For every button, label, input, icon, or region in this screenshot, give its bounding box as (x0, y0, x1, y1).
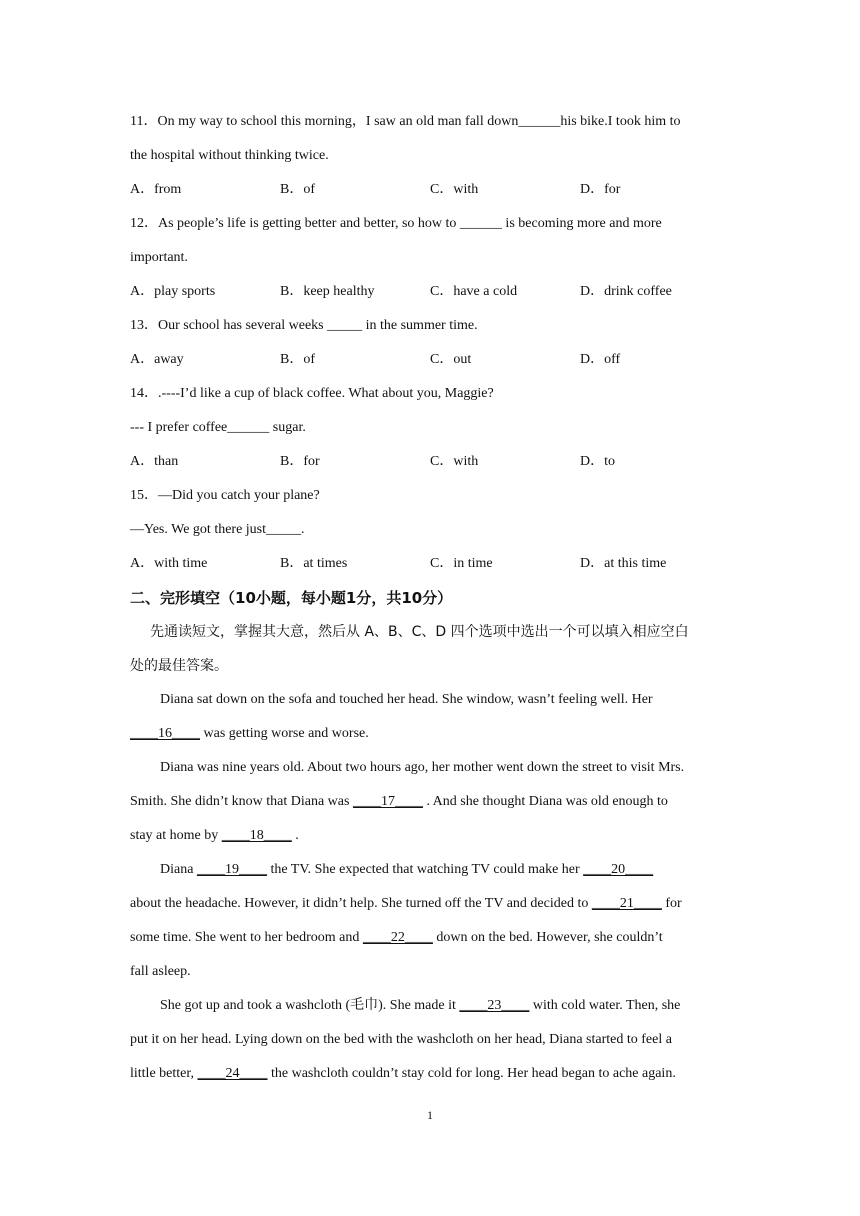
passage-line (130, 989, 730, 1023)
content-area (130, 105, 730, 1091)
passage-line (130, 1057, 730, 1091)
section-title: 二、完形填空（10小题，每小题1分，共10分） (130, 589, 453, 607)
question-stem-line: the hospital without thinking twice. (130, 148, 329, 163)
blank-24: ____24____ (197, 1066, 268, 1081)
passage-text: stay at home by (130, 828, 222, 843)
passage-line (130, 887, 730, 921)
question-stem-line: 15．—Did you catch your plane? (130, 488, 320, 503)
passage-line (130, 921, 730, 955)
passage-line: fall asleep. (130, 964, 191, 979)
option-d: D．for (580, 182, 621, 197)
option-c: C．out (430, 352, 472, 367)
option-a: A．with time (130, 556, 208, 571)
option-b: B．of (280, 352, 315, 367)
section-instruction: 处的最佳答案。 (130, 658, 228, 674)
option-b: B．at times (280, 556, 348, 571)
option-d: D．drink coffee (580, 284, 672, 299)
passage-text: for (661, 896, 682, 911)
option-b: B．for (280, 454, 320, 469)
question-stem-line: 12．As people’s life is getting better and better, so how to ______ is becoming more and more (130, 216, 662, 231)
passage-text: . And she thought Diana was old enough to (422, 794, 668, 809)
passage-line: Diana was nine years old. About two hours ago, her mother went down the street to visit Mrs. (160, 760, 685, 775)
question-options (130, 343, 730, 377)
passage-text: She got up and took a washcloth (毛巾). She made it (160, 998, 460, 1013)
passage-text: some time. She went to her bedroom and (130, 930, 363, 945)
option-d: D．off (580, 352, 621, 367)
option-c: C．in time (430, 556, 493, 571)
option-a: A．from (130, 182, 182, 197)
passage-text: was getting worse and worse. (200, 726, 369, 741)
passage-text: down on the bed. However, she couldn’t (432, 930, 663, 945)
passage-text: Diana (160, 862, 197, 877)
question-stem-line: —Yes. We got there just_____. (130, 522, 305, 537)
passage-line (130, 717, 730, 751)
option-b: B．keep healthy (280, 284, 375, 299)
question-12 (130, 207, 730, 309)
blank-22: ____22____ (362, 930, 433, 945)
question-15 (130, 479, 730, 581)
passage-text: with cold water. Then, she (529, 998, 681, 1013)
passage-text: Smith. She didn’t know that Diana was (130, 794, 353, 809)
passage-text: the washcloth couldn’t stay cold for long. Her head began to ache again. (267, 1066, 676, 1081)
question-options (130, 547, 730, 581)
passage-text: about the headache. However, it didn’t help. She turned off the TV and decided to (130, 896, 592, 911)
passage-line (130, 785, 730, 819)
section-instruction: 先通读短文，掌握其大意，然后从 A、B、C、D 四个选项中选出一个可以填入相应空白 (150, 624, 689, 640)
passage-text: the TV. She expected that watching TV could make her (266, 862, 584, 877)
passage-line (130, 853, 730, 887)
question-13 (130, 309, 730, 377)
question-14 (130, 377, 730, 479)
question-stem-line: 11．On my way to school this morning，I saw an old man fall down______his bike.I took him to (130, 114, 681, 129)
option-c: C．with (430, 454, 479, 469)
blank-23: ____23____ (459, 998, 530, 1013)
question-options (130, 445, 730, 479)
passage-line (130, 819, 730, 853)
passage-text: little better, (130, 1066, 198, 1081)
option-c: C．have a cold (430, 284, 518, 299)
option-b: B．of (280, 182, 315, 197)
option-d: D．to (580, 454, 615, 469)
blank-21: ____21____ (591, 896, 662, 911)
question-stem-line: --- I prefer coffee______ sugar. (130, 420, 306, 435)
option-a: A．than (130, 454, 179, 469)
option-a: A．away (130, 352, 184, 367)
passage-text: . (291, 828, 299, 843)
question-options (130, 275, 730, 309)
blank-18: ____18____ (221, 828, 292, 843)
passage-line: put it on her head. Lying down on the bed with the washcloth on her head, Diana started to feel a (130, 1032, 672, 1047)
option-c: C．with (430, 182, 479, 197)
blank-20: ____20____ (583, 862, 654, 877)
page-number: 1 (427, 1108, 433, 1122)
question-11 (130, 105, 730, 207)
cloze-passage (130, 683, 730, 1091)
question-stem-line: 14．.----I’d like a cup of black coffee. What about you, Maggie? (130, 386, 494, 401)
blank-17: ____17____ (352, 794, 423, 809)
question-stem-line: important. (130, 250, 188, 265)
question-stem-line: 13．Our school has several weeks _____ in the summer time. (130, 318, 478, 333)
blank-19: ____19____ (196, 862, 267, 877)
question-options (130, 173, 730, 207)
blank-16: ____16____ (130, 726, 200, 741)
passage-line: Diana sat down on the sofa and touched her head. She window, wasn’t feeling well. Her (160, 692, 653, 707)
option-a: A．play sports (130, 284, 216, 299)
option-d: D．at this time (580, 556, 667, 571)
